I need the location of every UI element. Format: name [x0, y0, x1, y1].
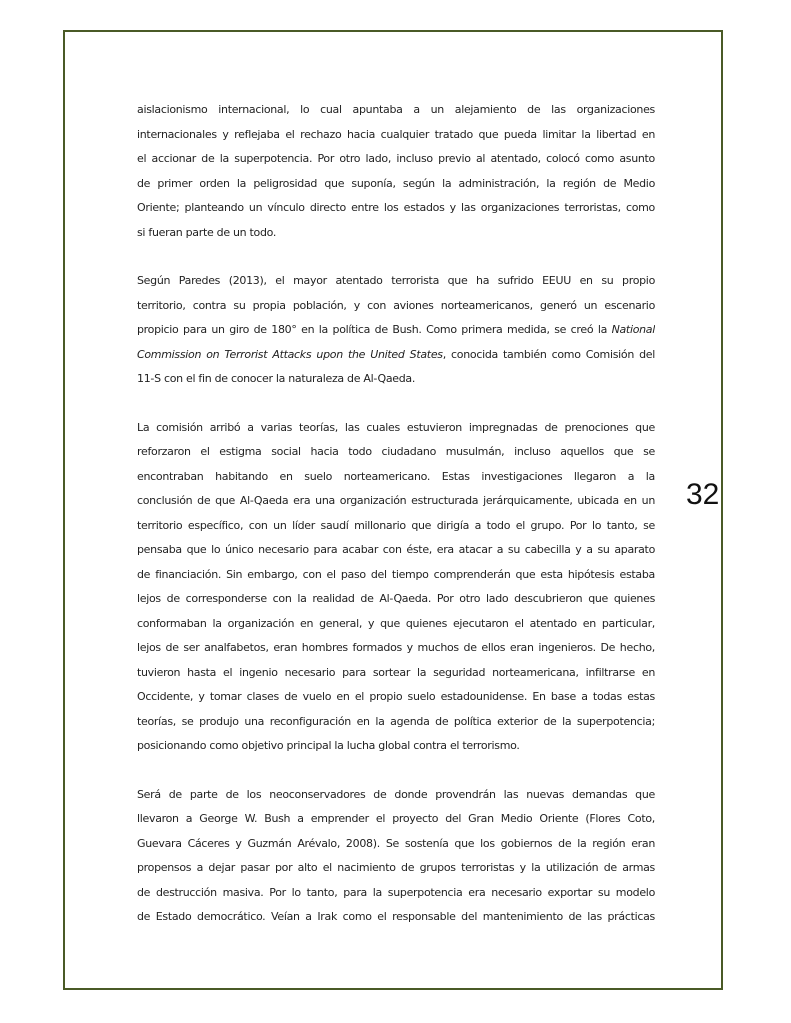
text-line: llevaron a George W. Bush a emprender el proyecto del Gran Medio Oriente (Flores Coto, [137, 812, 655, 825]
text-line: Será de parte de los neoconservadores de donde provendrán las nuevas demandas que [137, 787, 655, 801]
text-line: aislacionismo internacional, lo cual apuntaba a un alejamiento de las organizaciones [137, 103, 655, 116]
text-line: pensaba que lo único necesario para acabar con éste, era atacar a su cabecilla y a su aparato [137, 543, 655, 556]
italic-title-run: National [611, 323, 655, 336]
text-line: de primer orden la peligrosidad que suponía, según la administración, la región de Medio [137, 176, 655, 190]
text-line: Según Paredes (2013), el mayor atentado terrorista que ha sufrido EEUU en su propio [137, 274, 655, 287]
text-line: si fueran parte de un todo. [137, 225, 277, 239]
text-line: teorías, se produjo una reconfiguración en la agenda de política exterior de la superpotencia; [137, 714, 655, 728]
text-line: Oriente; planteando un vínculo directo entre los estados y las organizaciones terroristas, como [137, 201, 655, 214]
text-line: Occidente, y tomar clases de vuelo en el propio suelo estadounidense. En base a todas estas [137, 690, 655, 703]
paragraph [137, 269, 655, 392]
italic-title-run: Commission on Terrorist Attacks upon the United States [137, 347, 443, 361]
text-line: reforzaron el estigma social hacia todo ciudadano musulmán, incluso aquellos que se [137, 445, 655, 458]
text-line: lejos de ser analfabetos, eran hombres formados y muchos de ellos eran ingenieros. De hecho, [137, 641, 655, 654]
page-number: 32 [686, 478, 720, 511]
text-line: el accionar de la superpotencia. Por otro lado, incluso previo al atentado, colocó como asunto [137, 152, 655, 165]
text-line: conformaban la organización en general, y que quienes ejecutaron el atentado en particular, [137, 616, 655, 630]
text-line: territorio, contra su propia población, y con aviones norteamericanos, generó un escenario [137, 298, 655, 312]
text-line: internacionales y reflejaba el rechazo hacia cualquier tratado que pueda limitar la libertad en [137, 127, 655, 141]
text-line: La comisión arribó a varias teorías, las cuales estuvieron impregnadas de prenociones que [137, 420, 655, 434]
text-line: tuvieron hasta el ingenio necesario para sortear la seguridad norteamericana, infiltrarse en [137, 665, 655, 679]
paragraph [137, 783, 655, 930]
text-line: territorio específico, con un líder saudí millonario que dirigía a todo el grupo. Por lo tanto, se [137, 518, 655, 532]
paragraph [137, 98, 655, 245]
paragraph [137, 416, 655, 759]
text-line: propensos a dejar pasar por alto el nacimiento de grupos terroristas y la utilización de armas [137, 861, 655, 874]
text-line: posicionando como objetivo principal la lucha global contra el terrorismo. [137, 739, 520, 752]
text-line: Guevara Cáceres y Guzmán Arévalo, 2008). Se sostenía que los gobiernos de la región eran [137, 836, 655, 850]
document-body [137, 98, 655, 954]
text-line: de Estado democrático. Veían a Irak como el responsable del mantenimiento de las prácticas [137, 910, 655, 923]
text-line: conclusión de que Al-Qaeda era una organización estructurada jerárquicamente, ubicada en un [137, 494, 655, 507]
text-line: encontraban habitando en suelo norteamericano. Estas investigaciones llegaron a la [137, 469, 655, 483]
text-line [137, 343, 655, 368]
text-line [137, 318, 655, 343]
text-line: de destrucción masiva. Por lo tanto, para la superpotencia era necesario exportar su modelo [137, 885, 655, 899]
text-line: de financiación. Sin embargo, con el paso del tiempo comprenderán que esta hipótesis estaba [137, 567, 655, 581]
text-run: propicio para un giro de 180° en la política de Bush. Como primera medida, se creó la [137, 323, 612, 336]
text-line: 11-S con el fin de conocer la naturaleza de Al-Qaeda. [137, 372, 416, 385]
text-run: , conocida también como Comisión del [442, 347, 655, 361]
text-line: lejos de corresponderse con la realidad de Al-Qaeda. Por otro lado descubrieron que quienes [137, 592, 655, 605]
